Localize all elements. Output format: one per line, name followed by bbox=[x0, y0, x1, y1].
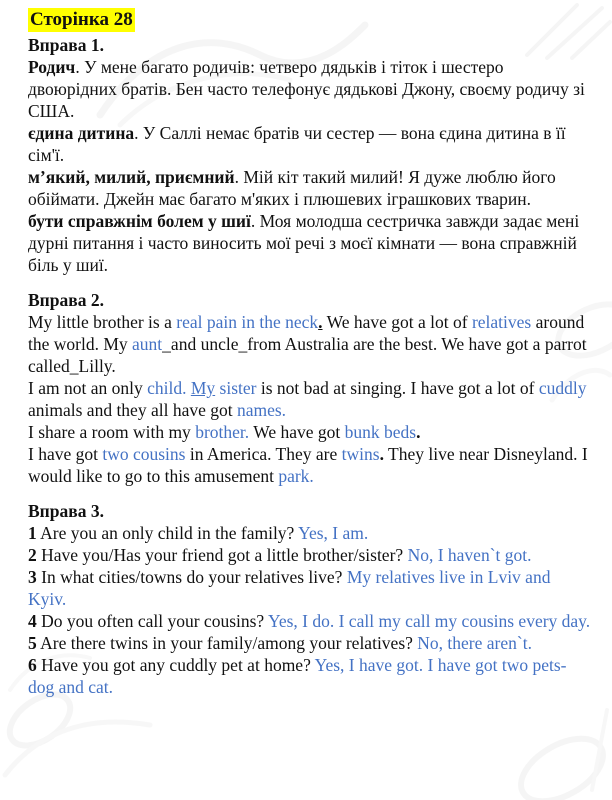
text-run: animals and they all have got bbox=[28, 400, 237, 420]
text-run: around the world. My bbox=[28, 312, 585, 354]
text-run: We have got bbox=[249, 422, 345, 442]
text-run: I am not an only bbox=[28, 378, 148, 398]
answer-text: sister bbox=[215, 378, 257, 398]
answer-text: Yes, I have got. I have got two pets-dog and cat. bbox=[28, 655, 567, 697]
answer-text: aunt bbox=[132, 334, 163, 354]
exercise-1-section bbox=[28, 34, 592, 276]
text-run: . bbox=[416, 422, 421, 442]
answer-text: relatives bbox=[471, 312, 532, 332]
text-run: Are there twins in your family/among your relatives? bbox=[36, 633, 418, 653]
text-run: . Моя молодша сестричка завжди задає мені дурні питання і часто виносить мої речі з моєї кімнати — вона справжній біль у шиї. bbox=[28, 211, 580, 275]
text-run: м’який, милий, приємний bbox=[28, 167, 235, 187]
answer-text: brother. bbox=[195, 422, 250, 442]
text-run: . У мене багато родичів: четверо дядьків і тіток і шестеро двоюрідних братів. Бен часто телефонує дядькові Джону, своєму родичу зі США. bbox=[28, 57, 585, 121]
answer-text: Yes, I do. I call my call my cousins every day. bbox=[267, 611, 591, 631]
text-run: . bbox=[379, 444, 384, 464]
exercise-3-section bbox=[28, 500, 592, 698]
text-run: єдина дитина bbox=[28, 123, 135, 143]
exercise-3-heading: Вправа 3. bbox=[28, 501, 104, 521]
text-run: 1 bbox=[28, 523, 37, 543]
exercise-2-heading: Вправа 2. bbox=[28, 290, 104, 310]
page-title: Сторінка 28 bbox=[30, 9, 133, 30]
text-run: . bbox=[318, 312, 323, 332]
answer-text: two cousins bbox=[102, 444, 186, 464]
answer-text: child. bbox=[147, 378, 187, 398]
text-run: Do you often call your cousins? bbox=[36, 611, 268, 631]
text-run: Are you an only child in the family? bbox=[36, 523, 299, 543]
answer-text: No, I haven`t got. bbox=[407, 545, 532, 565]
text-run: is not bad at singing. I have got a lot of bbox=[256, 378, 539, 398]
text-run: 3 bbox=[28, 567, 37, 587]
text-run: _and uncle_from Australia are the best. We have got a parrot called_Lilly. bbox=[28, 334, 587, 376]
text-run: 5 bbox=[28, 633, 37, 653]
text-run: in America. They are bbox=[185, 444, 342, 464]
text-run: We have got a lot of bbox=[322, 312, 472, 332]
text-run: . Мій кіт такий милий! Я дуже люблю його обіймати. Джейн має багато м'яких і плюшевих іграшкових тварин. bbox=[28, 167, 556, 209]
paragraph bbox=[28, 566, 592, 610]
answer-text: names. bbox=[236, 400, 287, 420]
exercise-2-body bbox=[28, 311, 592, 487]
answer-text: My bbox=[190, 378, 216, 398]
text-run: Родич bbox=[28, 57, 76, 77]
paragraph bbox=[28, 544, 592, 566]
exercise-3-body bbox=[28, 522, 592, 698]
paragraph bbox=[28, 632, 592, 654]
answer-text: No, there aren`t. bbox=[417, 633, 532, 653]
text-run: I have got bbox=[28, 444, 103, 464]
paragraph bbox=[28, 443, 592, 487]
text-run: бути справжнім болем у шиї bbox=[28, 211, 251, 231]
paragraph bbox=[28, 311, 592, 377]
watermark-bottom-right bbox=[442, 690, 612, 800]
answer-text: cuddly bbox=[538, 378, 587, 398]
paragraph bbox=[28, 210, 592, 276]
paragraph bbox=[28, 377, 592, 421]
text-run: In what cities/towns do your relatives live? bbox=[36, 567, 347, 587]
exercise-1-heading: Вправа 1. bbox=[28, 35, 104, 55]
text-run: My little brother is a bbox=[28, 312, 177, 332]
text-run: Have you/Has your friend got a little brother/sister? bbox=[36, 545, 408, 565]
paragraph bbox=[28, 56, 592, 122]
paragraph bbox=[28, 522, 592, 544]
paragraph bbox=[28, 166, 592, 210]
text-run: 4 bbox=[28, 611, 37, 631]
paragraph bbox=[28, 122, 592, 166]
exercise-2-section bbox=[28, 289, 592, 487]
text-run: 2 bbox=[28, 545, 37, 565]
answer-text: twins bbox=[341, 444, 380, 464]
paragraph bbox=[28, 421, 592, 443]
title-line bbox=[28, 8, 592, 32]
answer-text: Yes, I am. bbox=[298, 523, 369, 543]
paragraph bbox=[28, 610, 592, 632]
text-run: . У Саллі немає братів чи сестер — вона єдина дитина в її сім'ї. bbox=[28, 123, 566, 165]
answer-text: park. bbox=[278, 466, 314, 486]
exercise-1-body bbox=[28, 56, 592, 276]
text-run: They live near Disneyland. I would like to go to this amusement bbox=[28, 444, 588, 486]
text-run: 6 bbox=[28, 655, 37, 675]
paragraph bbox=[28, 654, 592, 698]
answer-text: My relatives live in Lviv and Kyiv. bbox=[28, 567, 551, 609]
answer-text: bunk beds bbox=[344, 422, 417, 442]
answer-text: real pain in the neck bbox=[176, 312, 319, 332]
text-run: I share a room with my bbox=[28, 422, 196, 442]
text-run: Have you got any cuddly pet at home? bbox=[36, 655, 315, 675]
